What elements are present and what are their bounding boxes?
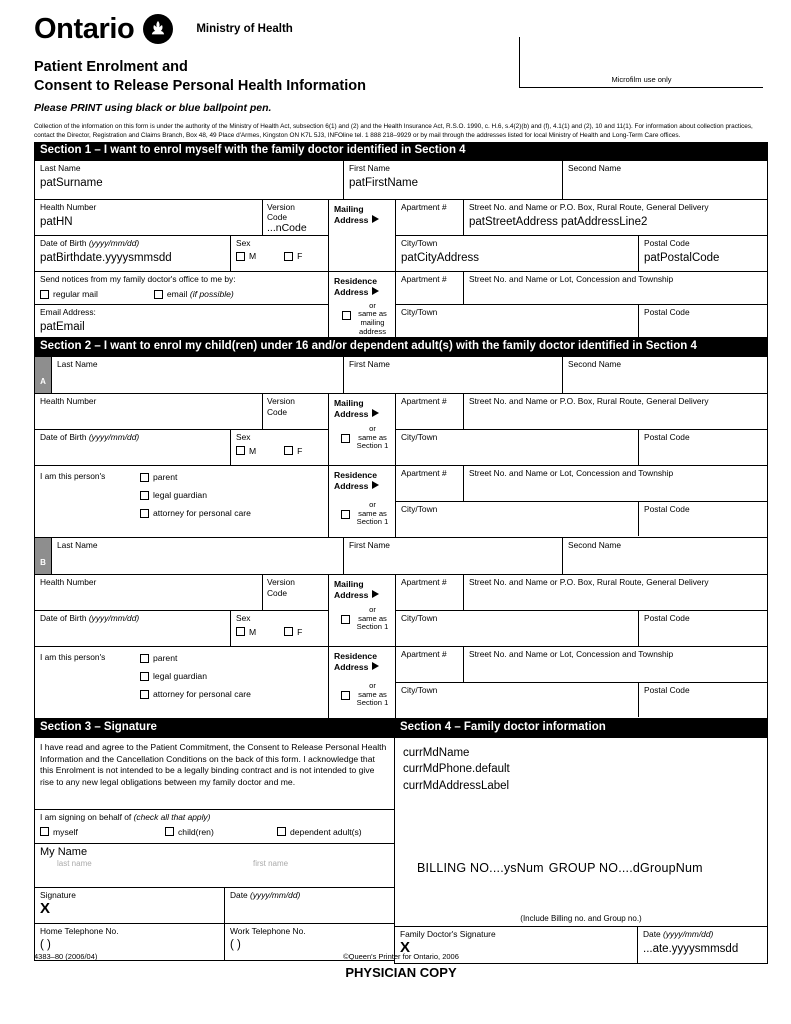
s1-residence-city-field[interactable] (396, 305, 639, 337)
s1-left-stack (35, 200, 329, 337)
s2b-residence-same-as-section1-checkbox[interactable] (341, 691, 350, 700)
checkbox-icon[interactable] (154, 290, 163, 299)
s2b-sex-male-option[interactable] (236, 627, 256, 637)
s1-mailing-address-label (329, 200, 395, 272)
s3-signature-row (35, 888, 394, 924)
checkbox-icon[interactable] (284, 446, 293, 455)
section-3 (34, 719, 394, 963)
arrow-right-icon (372, 409, 379, 417)
s3-my-name-first-ghost: first name (253, 858, 289, 868)
s2a-mailing-street-field[interactable] (464, 394, 767, 429)
s2a-residence-street-row (396, 466, 767, 502)
s2b-residence-postal-field[interactable] (639, 683, 767, 717)
section-1-names-row (34, 160, 768, 200)
s1-residence-street-row (396, 272, 767, 305)
s2a-version-code-field[interactable] (263, 394, 328, 429)
s4-billing-label: BILLING NO. (417, 860, 493, 875)
s2a-residence-street-field[interactable] (464, 466, 767, 501)
s2a-residence-postal-label: Postal Code (644, 504, 690, 515)
s3-behalf-myself-option[interactable] (40, 827, 165, 837)
s2a-address-fields-column (396, 394, 767, 537)
sections-3-4-wrapper (34, 719, 768, 963)
form-title-line-2: Consent to Release Personal Health Information (34, 77, 366, 94)
s2a-residence-same-as-section1-checkbox[interactable] (341, 510, 350, 519)
s3-work-phone-label: Work Telephone No. (230, 925, 306, 936)
s2a-first-name-label: First Name (349, 359, 390, 370)
s2b-names-row (34, 538, 768, 575)
s1-dob-label: Date of Birth (yyyy/mm/dd) (40, 238, 140, 249)
s2a-mailing-same-as-section1-label: or same as Section 1 (356, 423, 389, 451)
s3-my-name-label: My Name (40, 845, 88, 858)
s2a-dob-field[interactable] (35, 430, 231, 465)
microfilm-label: Microfilm use only (611, 75, 672, 84)
s1-residence-city-label: City/Town (401, 307, 438, 318)
s2b-health-number-label: Health Number (40, 577, 97, 588)
s2b-relationship-field (35, 647, 328, 718)
s4-include-note: (Include Billing no. and Group no.) (520, 913, 642, 923)
s2a-second-name-field[interactable] (563, 357, 767, 393)
s1-sex-female-option[interactable] (284, 251, 302, 261)
s2b-first-name-field[interactable] (344, 538, 563, 574)
s2a-mailing-address-label-2: Address (334, 409, 395, 420)
s2a-mailing-address-label-1: Mailing (334, 398, 364, 409)
s2a-relationship-parent-label: parent (153, 472, 178, 483)
legal-collection-notice: Collection of the information on this form is under the authority of the Ministry of Health Act, subsection 6(1) and (2) and the Health Insurance Act, R.S.O. 1990, c. H.6, s.4(2)(b) and (f), 4.1(1) and (2), 10 and 11(1). For information about collection practices, contact the Director, Registration and Claims Branch, Box 48, 49 Place d'Armes, Kingston ON K7L 5J3, INFOline tel. 1 888 218–9929 or by mail through the addresses listed for local Ministry of Health and Long-Term Care offices. (34, 123, 753, 140)
s2a-version-code-label-2: Code (267, 406, 288, 417)
s2a-sex-female-label: F (297, 445, 303, 456)
s2a-relationship-parent-option[interactable] (140, 472, 324, 482)
section-4-bar: Section 4 – Family doctor information (394, 719, 768, 737)
s1-address-fields-column (396, 200, 767, 337)
s2b-sex-female-label: F (297, 626, 303, 637)
s2b-sex-male-label: M (249, 626, 257, 637)
s3-home-phone-label: Home Telephone No. (40, 925, 119, 936)
s1-health-number-value: patHN (40, 216, 73, 229)
s2a-address-type-column (329, 394, 396, 537)
s1-mailing-street-value: patStreetAddress patAddressLine2 (469, 216, 648, 229)
s1-last-name-value: patSurname (40, 177, 103, 190)
s1-email-label: Email Address: (40, 307, 96, 318)
s1-mailing-postal-value: patPostalCode (644, 252, 720, 265)
s2b-details-row (34, 575, 768, 719)
s1-mailing-street-label: Street No. and Name or P.O. Box, Rural Route, General Delivery (469, 202, 709, 213)
s2a-details-row (34, 394, 768, 538)
s2a-health-number-field[interactable] (35, 394, 263, 429)
s2b-relationship-parent-label: parent (153, 653, 178, 664)
footer-form-code: 4383–80 (2006/04) (34, 952, 98, 961)
checkbox-icon[interactable] (140, 491, 149, 500)
s2a-mailing-street-label: Street No. and Name or P.O. Box, Rural Route, General Delivery (469, 396, 709, 407)
s2b-relationship-attorney-label: attorney for personal care (153, 689, 251, 700)
arrow-right-icon (372, 662, 379, 670)
s3-signature-mark: X (40, 899, 51, 917)
s2a-version-code-label-1: Version (267, 396, 295, 407)
s2a-mailing-city-row (396, 430, 767, 466)
s2a-residence-city-field[interactable] (396, 502, 639, 536)
s1-mailing-address-label-2: Address (334, 215, 395, 226)
s1-mailing-city-label: City/Town (401, 238, 438, 249)
s2a-mailing-postal-field[interactable] (639, 430, 767, 465)
s3-date-field[interactable] (225, 888, 394, 923)
s3-my-name-last-ghost: last name (57, 858, 92, 868)
s1-sex-male-label: M (249, 251, 257, 262)
s2b-mailing-same-as-section1-label: or same as Section 1 (356, 604, 389, 632)
section-1-bar: Section 1 – I want to enrol myself with the family doctor identified in Section 4 (34, 142, 768, 160)
s3-behalf-children-option[interactable] (165, 827, 277, 837)
checkbox-icon[interactable] (236, 627, 245, 636)
ministry-label: Ministry of Health (196, 23, 293, 35)
s2b-residence-postal-label: Postal Code (644, 685, 690, 696)
s2a-sex-male-label: M (249, 445, 257, 456)
s1-mailing-postal-label: Postal Code (644, 238, 690, 249)
section-4-body (394, 738, 768, 964)
s1-residence-apartment-label: Apartment # (401, 274, 447, 285)
s2b-mailing-apartment-label: Apartment # (401, 577, 447, 588)
s2a-mailing-apartment-field[interactable] (396, 394, 464, 429)
s2b-left-stack (35, 575, 329, 718)
checkbox-icon[interactable] (236, 446, 245, 455)
s2b-sex-label: Sex (236, 613, 251, 624)
s2b-relationship-guardian-option[interactable] (140, 671, 324, 681)
s2a-dob-sex-row (35, 430, 328, 466)
s2b-second-name-field[interactable] (563, 538, 767, 574)
s1-residence-address-label-2: Address (334, 287, 395, 298)
s2a-residence-address-label-1: Residence (334, 470, 377, 481)
s1-dob-field[interactable] (35, 236, 231, 271)
s4-doctor-date-label: Date (yyyy/mm/dd) (643, 928, 714, 939)
s2b-mailing-city-label: City/Town (401, 613, 438, 624)
s2b-version-code-field[interactable] (263, 575, 328, 610)
s2b-residence-street-row (396, 647, 767, 683)
s2a-residence-apartment-field[interactable] (396, 466, 464, 501)
s1-send-notices-field (35, 272, 328, 305)
s1-mailing-apartment-field[interactable] (396, 200, 464, 235)
s2a-residence-street-label: Street No. and Name or Lot, Concession and Township (469, 468, 674, 479)
microfilm-box (519, 37, 763, 88)
section-4 (394, 719, 768, 963)
s1-sex-female-label: F (297, 251, 303, 262)
checkbox-icon[interactable] (165, 827, 174, 836)
s2b-second-name-label: Second Name (568, 540, 622, 551)
s2a-mailing-postal-label: Postal Code (644, 432, 690, 443)
s3-work-phone-value: ( ) (230, 938, 241, 951)
s2b-mailing-address-label (329, 575, 395, 647)
s2b-mailing-street-row (396, 575, 767, 611)
trillium-logo-icon (143, 14, 173, 44)
s1-health-number-field[interactable] (35, 200, 263, 235)
s2a-sex-female-option[interactable] (284, 446, 302, 456)
s2b-mailing-postal-label: Postal Code (644, 613, 690, 624)
checkbox-icon[interactable] (140, 672, 149, 681)
s4-doctor-date-value: ...ate.yyyysmmsdd (643, 942, 739, 955)
s1-send-notices-label: Send notices from my family doctor's office to me by: (40, 274, 236, 285)
arrow-right-icon (372, 215, 379, 223)
s1-email-value: patEmail (40, 321, 85, 334)
s2b-residence-city-label: City/Town (401, 685, 438, 696)
print-instruction: Please PRINT using black or blue ballpoint pen. (34, 102, 272, 115)
s2a-sex-male-option[interactable] (236, 446, 256, 456)
s2a-relationship-guardian-option[interactable] (140, 490, 324, 500)
s4-group-value: ...dGroupNum (621, 860, 703, 875)
s4-doctor-name: currMdName (403, 746, 470, 759)
checkbox-icon[interactable] (140, 509, 149, 518)
s1-sex-male-option[interactable] (236, 251, 256, 261)
s2b-version-code-label-2: Code (267, 587, 288, 598)
s2a-last-name-field[interactable] (52, 357, 344, 393)
arrow-right-icon (372, 590, 379, 598)
s2b-relationship-label: I am this person's (40, 652, 106, 663)
s2b-address-type-column (329, 575, 396, 718)
s1-sex-label: Sex (236, 238, 251, 249)
s1-notice-regular-mail-label: regular mail (53, 289, 98, 300)
s3-signing-behalf-label: I am signing on behalf of (check all that apply) (40, 811, 211, 822)
s2b-dob-field[interactable] (35, 611, 231, 646)
s2b-mailing-city-field[interactable] (396, 611, 639, 646)
s4-billing-value: ...ysNum (492, 860, 544, 875)
s1-sex-field (231, 236, 328, 271)
s2b-residence-address-label-1: Residence (334, 651, 377, 662)
section-2-bar: Section 2 – I want to enrol my child(ren) under 16 and/or dependent adult(s) with the family doctor identified in Section 4 (34, 338, 768, 356)
s2a-mailing-city-field[interactable] (396, 430, 639, 465)
s3-behalf-dependent-adults-option[interactable] (277, 827, 362, 837)
s2b-dob-sex-row (35, 611, 328, 647)
s2a-second-name-label: Second Name (568, 359, 622, 370)
s1-notice-email-label: email (if possible) (166, 289, 234, 300)
s2a-relationship-attorney-option[interactable] (140, 508, 324, 518)
s4-doctor-info-field[interactable] (395, 738, 767, 927)
checkbox-icon[interactable] (236, 252, 245, 261)
s2a-block-tab (35, 357, 52, 393)
s2b-residence-apartment-field[interactable] (396, 647, 464, 682)
s3-signature-field[interactable] (35, 888, 225, 923)
s1-last-name-field[interactable] (35, 161, 344, 199)
s2b-sex-female-option[interactable] (284, 627, 302, 637)
s2a-dob-label: Date of Birth (yyyy/mm/dd) (40, 432, 140, 443)
section-3-bar: Section 3 – Signature (34, 719, 394, 737)
s2a-mailing-address-label (329, 394, 395, 466)
s2b-residence-address-label-2: Address (334, 662, 395, 673)
s4-doctor-signature-label: Family Doctor's Signature (400, 928, 496, 939)
s3-behalf-myself-label: myself (53, 826, 78, 837)
s2b-residence-address-label (329, 647, 395, 717)
s1-dob-sex-row (35, 236, 328, 272)
s2a-last-name-label: Last Name (57, 359, 98, 370)
s2a-block-tab-label: A (40, 376, 46, 386)
s2a-health-number-label: Health Number (40, 396, 97, 407)
s2a-residence-postal-field[interactable] (639, 502, 767, 536)
s1-mailing-street-field[interactable] (464, 200, 767, 235)
s3-consent-text: I have read and agree to the Patient Commitment, the Consent to Release Personal Health Information and the Cancellation Conditions on the back of this form. I acknowledge that this Enrolment is not intended to be a legally binding contract and is not intended to give rise to any new legal obligations between my family doctor and me. (35, 738, 394, 810)
section-3-body (34, 738, 394, 961)
checkbox-icon[interactable] (40, 290, 49, 299)
s2b-residence-same-as-section1-label: or same as Section 1 (356, 680, 389, 708)
s2a-residence-apartment-label: Apartment # (401, 468, 447, 479)
s2b-residence-street-field[interactable] (464, 647, 767, 682)
s2b-mailing-street-label: Street No. and Name or P.O. Box, Rural Route, General Delivery (469, 577, 709, 588)
s2b-dob-label: Date of Birth (yyyy/mm/dd) (40, 613, 140, 624)
checkbox-icon[interactable] (140, 654, 149, 663)
s2b-mailing-address-label-1: Mailing (334, 579, 364, 590)
s1-last-name-label: Last Name (40, 163, 81, 174)
s1-mailing-city-value: patCityAddress (401, 252, 479, 265)
s2b-first-name-label: First Name (349, 540, 390, 551)
s2a-relationship-attorney-label: attorney for personal care (153, 508, 251, 519)
s2b-residence-street-label: Street No. and Name or Lot, Concession and Township (469, 649, 674, 660)
s1-residence-address-label-1: Residence (334, 276, 377, 287)
s2b-residence-city-row (396, 683, 767, 717)
s1-email-field[interactable] (35, 305, 328, 337)
s3-behalf-children-label: child(ren) (178, 826, 214, 837)
s2b-mailing-apartment-field[interactable] (396, 575, 464, 610)
s2b-relationship-guardian-label: legal guardian (153, 671, 207, 682)
s2b-mailing-same-as-section1-checkbox[interactable] (341, 615, 350, 624)
s1-second-name-field[interactable] (563, 161, 767, 199)
s1-residence-postal-label: Postal Code (644, 307, 690, 318)
s1-notice-email-option[interactable] (154, 289, 234, 299)
s2b-mailing-address-label-2: Address (334, 590, 395, 601)
s2a-residence-address-label-2: Address (334, 481, 395, 492)
footer-copyright: ©Queen's Printer for Ontario, 2006 (343, 952, 459, 961)
s1-mailing-city-row (396, 236, 767, 272)
s4-doctor-phone: currMdPhone.default (403, 763, 510, 776)
s2a-residence-same-as-section1-label: or same as Section 1 (356, 499, 389, 527)
form-body (34, 142, 768, 964)
s2b-mailing-city-row (396, 611, 767, 647)
s4-doctor-address: currMdAddressLabel (403, 780, 510, 792)
s1-version-code-label-2: Code (267, 212, 288, 223)
s1-mailing-postal-field[interactable] (639, 236, 767, 271)
s2b-block-tab (35, 538, 52, 574)
s1-mailing-apartment-label: Apartment # (401, 202, 447, 213)
s2a-residence-address-label (329, 466, 395, 536)
s1-version-code-label-1: Version (267, 202, 295, 213)
s2a-sex-field (231, 430, 328, 465)
arrow-right-icon (372, 287, 379, 295)
s2b-relationship-attorney-option[interactable] (140, 689, 324, 699)
s1-mailing-address-label-1: Mailing (334, 204, 364, 215)
checkbox-icon[interactable] (284, 252, 293, 261)
s4-group-label: GROUP NO. (548, 860, 622, 875)
s1-hn-row (35, 200, 328, 236)
checkbox-icon[interactable] (140, 690, 149, 699)
s1-dob-value: patBirthdate.yyyysmmsdd (40, 252, 172, 265)
form-title-line-1: Patient Enrolment and (34, 59, 188, 75)
s2b-residence-apartment-label: Apartment # (401, 649, 447, 660)
s2a-relationship-guardian-label: legal guardian (153, 490, 207, 501)
footer-copy-type: PHYSICIAN COPY (345, 965, 457, 980)
s2b-mailing-street-field[interactable] (464, 575, 767, 610)
s1-residence-address-label (329, 272, 395, 337)
s1-first-name-field[interactable] (344, 161, 563, 199)
checkbox-icon[interactable] (284, 627, 293, 636)
checkbox-icon[interactable] (277, 827, 286, 836)
s2a-residence-city-label: City/Town (401, 504, 438, 515)
s2a-hn-row (35, 394, 328, 430)
s2b-residence-city-field[interactable] (396, 683, 639, 717)
form-footer (34, 952, 768, 980)
s2b-hn-row (35, 575, 328, 611)
arrow-right-icon (372, 481, 379, 489)
s2a-left-stack (35, 394, 329, 537)
s2a-residence-city-row (396, 502, 767, 536)
s1-residence-postal-field[interactable] (639, 305, 767, 337)
s2a-relationship-label: I am this person's (40, 471, 106, 482)
s1-residence-apartment-field[interactable] (396, 272, 464, 304)
s1-residence-same-as-mailing-checkbox[interactable] (342, 311, 351, 320)
s2b-mailing-postal-field[interactable] (639, 611, 767, 646)
s3-signature-label: Signature (40, 889, 76, 900)
s2b-relationship-parent-option[interactable] (140, 653, 324, 663)
s2b-last-name-field[interactable] (52, 538, 344, 574)
section-1-hn-mailing-row (34, 200, 768, 338)
s2a-sex-label: Sex (236, 432, 251, 443)
s1-residence-street-field[interactable] (464, 272, 767, 304)
s1-version-code-field[interactable] (263, 200, 328, 235)
s3-behalf-dependent-adults-label: dependent adult(s) (290, 826, 362, 837)
s2a-names-row (34, 356, 768, 394)
s3-signing-behalf-field (35, 810, 394, 844)
s3-date-label: Date (yyyy/mm/dd) (230, 889, 301, 900)
s1-residence-city-row (396, 305, 767, 337)
s2a-mailing-street-row (396, 394, 767, 430)
s2b-address-fields-column (396, 575, 767, 718)
s4-billing-group-line (417, 861, 703, 875)
s1-residence-street-label: Street No. and Name or Lot, Concession and Township (469, 274, 674, 285)
s2b-block-tab-label: B (40, 557, 46, 567)
s1-mailing-city-field[interactable] (396, 236, 639, 271)
s2b-sex-field (231, 611, 328, 646)
s3-my-name-field[interactable] (35, 844, 394, 888)
s1-second-name-label: Second Name (568, 163, 622, 174)
s3-home-phone-value: ( ) (40, 938, 51, 951)
s2a-mailing-same-as-section1-checkbox[interactable] (341, 434, 350, 443)
s2a-first-name-field[interactable] (344, 357, 563, 393)
s1-first-name-label: First Name (349, 163, 390, 174)
s1-notice-regular-mail-option[interactable] (40, 289, 98, 299)
s2b-last-name-label: Last Name (57, 540, 98, 551)
s1-address-type-column (329, 200, 396, 337)
checkbox-icon[interactable] (40, 827, 49, 836)
s2a-relationship-field (35, 466, 328, 537)
s1-residence-same-as-mailing-label: or same as mailing address (358, 300, 387, 336)
ontario-wordmark: Ontario (34, 12, 135, 45)
s2a-mailing-apartment-label: Apartment # (401, 396, 447, 407)
s1-first-name-value: patFirstName (349, 177, 419, 190)
s2a-mailing-city-label: City/Town (401, 432, 438, 443)
s2b-health-number-field[interactable] (35, 575, 263, 610)
checkbox-icon[interactable] (140, 473, 149, 482)
s4-doctor-signature-mark: X (400, 938, 411, 956)
s2b-version-code-label-1: Version (267, 577, 295, 588)
s1-health-number-label: Health Number (40, 202, 97, 213)
s1-version-code-value: ...nCode (267, 222, 307, 235)
s1-mailing-street-row (396, 200, 767, 236)
